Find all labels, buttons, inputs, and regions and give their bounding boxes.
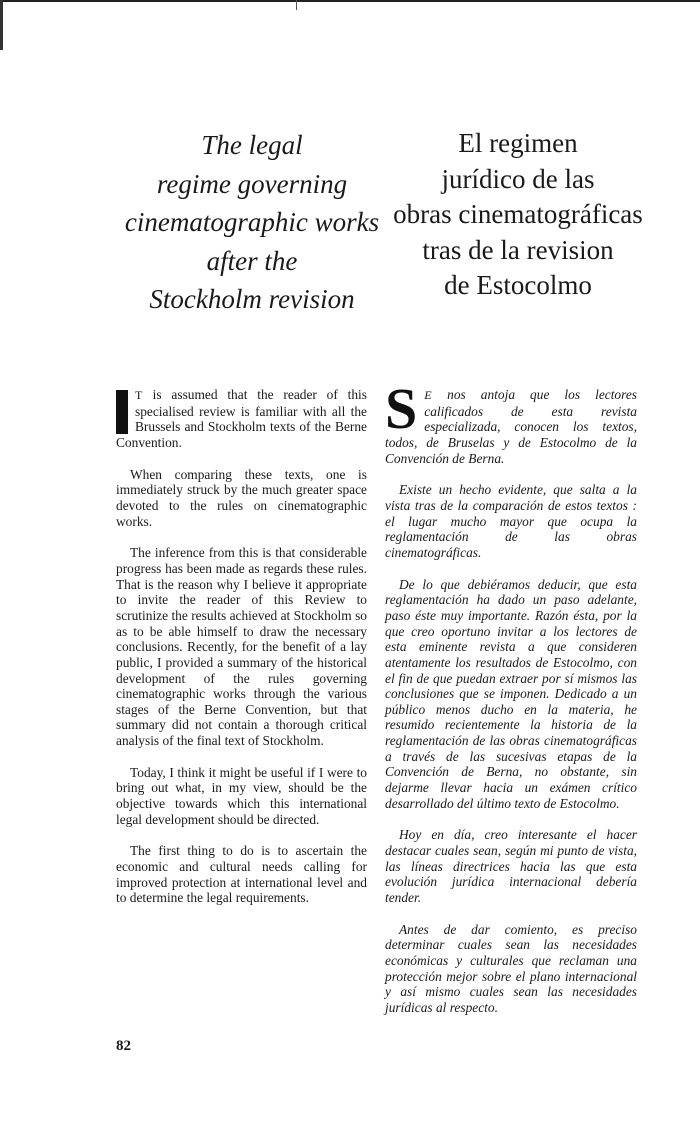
spanish-paragraph: Existe un hecho evidente, que salta a la vista tras de la comparación de estos textos : el lugar mucho mayor que ocupa la reglamentación de las obras cinematográficas.: [385, 482, 637, 560]
english-title-line: after the: [206, 245, 298, 276]
spanish-paragraph: Antes de dar comiento, es preciso determinar cuales sean las necesidades económicas y culturales que reclaman una protección mejor sobre el plano internacional y así mismo cuales sean las necesidades jurídicas al respecto.: [385, 921, 637, 1015]
english-title-line: regime governing: [156, 168, 348, 199]
paragraph-text: nos antoja que los lectores calificados de esta revista especializada, conocen los textos, todos, de Bruselas y de Estocolmo de la Convención de Berna.: [385, 387, 637, 466]
first-word-rest: T: [135, 388, 143, 402]
spanish-column: [385, 376, 637, 1032]
english-title-line: cinematographic works: [124, 207, 380, 237]
english-paragraph: The first thing to do is to ascertain the economic and cultural needs calling for improved protection at international level and to determine the legal requirements.: [116, 843, 367, 906]
english-column: [116, 387, 367, 922]
spanish-paragraph: [385, 376, 637, 466]
first-word-rest: E: [424, 388, 433, 402]
english-title: [118, 126, 386, 319]
english-paragraph: The inference from this is that considerable progress has been made as regards these rules. That is the reason why I believe it appropriate to invite the reader of this Review to scrutinize the results achieved at Stockholm so as to be able himself to draw the necessary conclusions. Recently, for the benefit of a lay public, I provided a summary of the historical development of the rules governing cinematographic works through the various stages of the Berne Convention, but that summary did not contain a thorough critical analysis of the final text of Stockholm.: [116, 545, 367, 749]
english-title-line: Stockholm revision: [149, 284, 355, 314]
spanish-title-line: El regimen: [458, 128, 578, 158]
scan-tick: [296, 0, 297, 10]
dropcap-initial: [116, 390, 128, 434]
spanish-paragraph: De lo que debiéramos deducir, que esta reglamentación ha dado un paso adelante, paso éste muy importante. Razón ésta, por la que creo oportuno invitar a los lectores de esta eminente revista a que consideren atentamente los resultados de Estocolmo, con el fin de que puedan extraer por sí mismos las conclusiones que se imponen. Dedicado a un público menos ducho en la materia, he resumido recientemente la historia de la reglamentación de las obras cinematográficas a través de las sucesivas etapas de la Convención de Berna, no obstante, sin dejarme llevar hacia un exámen crítico desarrollado del último texto de Estocolmo.: [385, 576, 637, 811]
english-paragraph: When comparing these texts, one is immediately struck by the much greater space devoted to the rules on cinematographic works.: [116, 466, 367, 529]
spanish-title-line: de Estocolmo: [444, 270, 592, 300]
english-paragraph: [116, 387, 367, 451]
spanish-paragraph: Hoy en día, creo interesante el hacer destacar cuales sean, según mi punto de vista, las líneas directrices hacia las que esta evolución jurídica internacional debería tender.: [385, 827, 637, 906]
english-title-line: The legal: [201, 130, 303, 160]
page-number: 82: [116, 1038, 131, 1054]
scan-edge-left: [0, 0, 3, 50]
english-paragraph: Today, I think it might be useful if I were to bring out what, in my view, should be the objective towards which this international legal development should be directed.: [116, 764, 367, 827]
dropcap-initial: S: [385, 376, 418, 441]
scan-edge-top: [0, 0, 700, 2]
spanish-title-line: obras cinematográficas: [393, 199, 643, 229]
spanish-title-line: jurídico de las: [441, 163, 595, 194]
paragraph-text: is assumed that the reader of this specialised review is familiar with all the Brussels and Stockholm texts of the Berne Convention.: [116, 387, 367, 450]
spanish-title: [378, 126, 658, 304]
spanish-title-line: tras de la revision: [422, 234, 614, 265]
